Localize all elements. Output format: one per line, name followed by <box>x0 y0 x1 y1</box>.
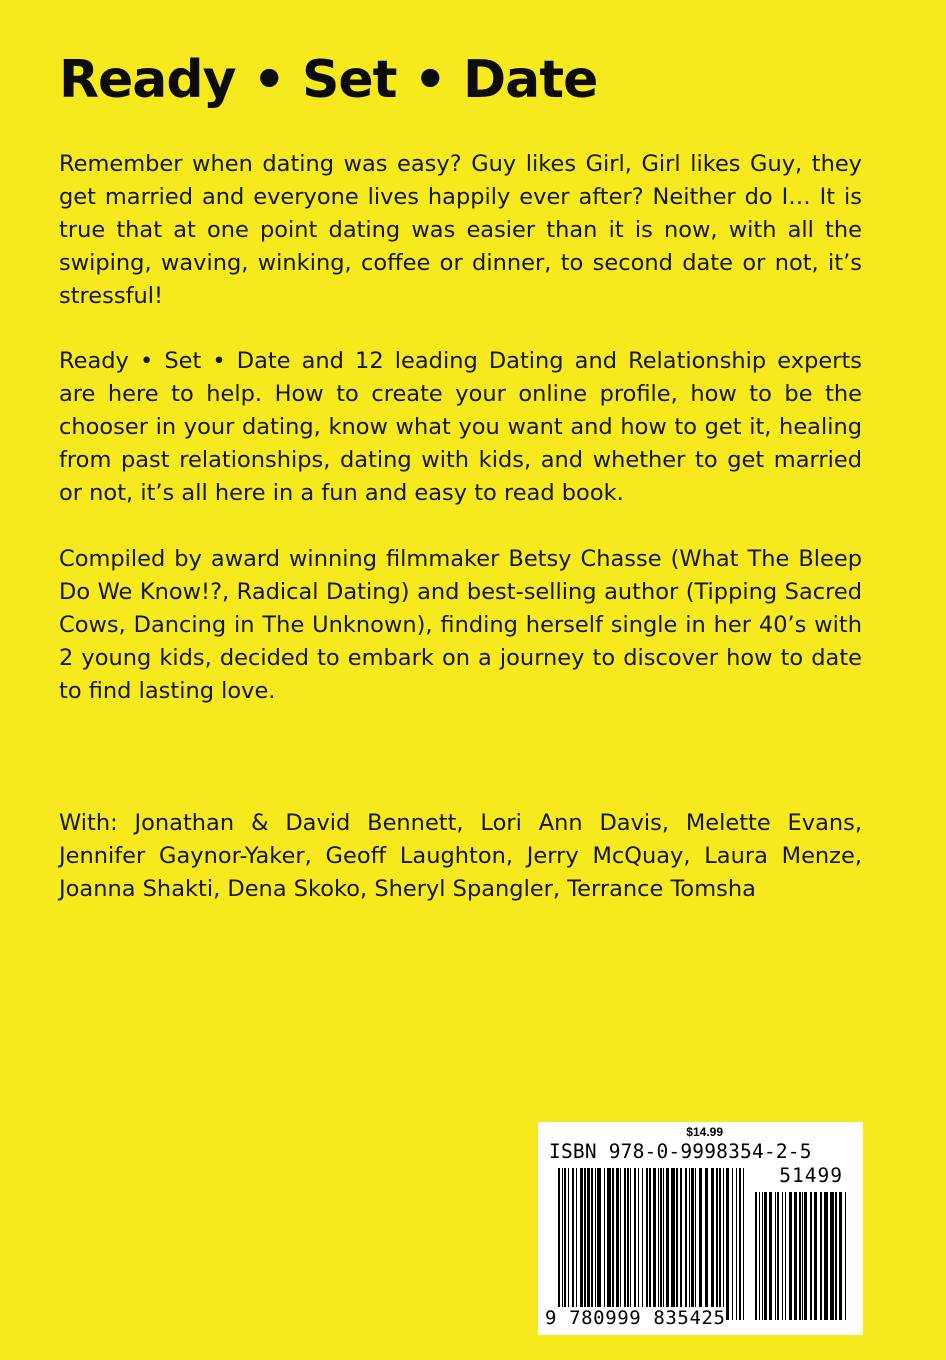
barcode-bar-ean-bars-35 <box>691 1168 694 1320</box>
barcode-bar-ean-bars-32 <box>680 1168 682 1320</box>
barcode-bar-ean-bars-0 <box>558 1168 560 1320</box>
barcode-bar-ean-bars-7 <box>584 1168 586 1320</box>
barcode-bar-ean-bars-37 <box>699 1168 702 1320</box>
barcode-bar-ean-bars-31 <box>676 1168 678 1320</box>
barcode-bar-ean-bars-18 <box>627 1168 629 1320</box>
barcode-bar-ean-bars-41 <box>719 1168 721 1320</box>
barcode-bar-addon-bars-7 <box>782 1192 783 1320</box>
barcode-bar-ean-bars-29 <box>666 1168 669 1320</box>
price-label: $14.99 <box>686 1125 723 1139</box>
barcode-bar-ean-bars-5 <box>576 1168 577 1320</box>
blurb-paragraph-1: Remember when dating was easy? Guy likes Girl, Girl likes Guy, they get married and everyone lives happily ever after? Neither do I… It is true that at one point dating was easier than it is now, with all the swiping, waving, winking, coffee or dinner, to second date or not, it’s stressful! <box>59 151 862 309</box>
barcode-bar-ean-bars-19 <box>630 1168 631 1320</box>
barcode-bar-ean-bars-3 <box>568 1168 569 1320</box>
book-title: Ready • Set • Date <box>59 50 598 110</box>
barcode-bar-addon-bars-18 <box>830 1192 834 1320</box>
barcode-bar-addon-bars-11 <box>799 1192 801 1320</box>
barcode-bar-ean-bars-20 <box>634 1168 636 1320</box>
barcode-bar-addon-bars-3 <box>764 1192 767 1320</box>
barcode-bar-addon-bars-8 <box>785 1192 786 1320</box>
barcode-bar-ean-bars-8 <box>587 1168 590 1320</box>
barcode-bar-addon-bars-16 <box>820 1192 822 1320</box>
barcode-box <box>538 1122 863 1335</box>
barcode-bar-ean-bars-16 <box>620 1168 621 1320</box>
barcode-bar-ean-bars-17 <box>624 1168 626 1320</box>
barcode-bar-ean-bars-10 <box>595 1168 596 1320</box>
barcode-bar-ean-bars-44 <box>732 1168 733 1320</box>
barcode-bar-ean-bars-47 <box>743 1168 744 1320</box>
barcode-bar-ean-bars-12 <box>604 1168 605 1320</box>
barcode-bar-ean-bars-23 <box>646 1168 648 1320</box>
barcode-bar-ean-bars-28 <box>663 1168 664 1320</box>
barcode-bar-ean-bars-38 <box>705 1168 708 1320</box>
barcode-bar-ean-bars-4 <box>572 1168 574 1320</box>
barcode-bar-ean-bars-15 <box>616 1168 619 1320</box>
barcode-bar-addon-bars-14 <box>810 1192 812 1320</box>
barcode-bar-addon-bars-19 <box>835 1192 837 1320</box>
price-code: 51499 <box>779 1164 843 1187</box>
barcode-bar-ean-bars-40 <box>716 1168 718 1320</box>
barcode-bar-ean-bars-9 <box>591 1168 593 1320</box>
barcode-bar-ean-bars-34 <box>689 1168 690 1320</box>
barcode-bar-ean-bars-43 <box>726 1168 729 1320</box>
barcode-bar-ean-bars-33 <box>685 1168 687 1320</box>
barcode-bar-addon-bars-9 <box>789 1192 792 1320</box>
barcode-bar-ean-bars-22 <box>642 1168 643 1320</box>
barcode-bar-addon-bars-0 <box>755 1192 757 1320</box>
ean-digits: 9 780999 835425 <box>545 1307 726 1329</box>
barcode-bar-ean-bars-36 <box>695 1168 696 1320</box>
barcode-bar-ean-bars-24 <box>649 1168 651 1320</box>
barcode-bar-ean-bars-42 <box>723 1168 724 1320</box>
barcode-bar-addon-bars-12 <box>802 1192 803 1320</box>
barcode-bar-addon-bars-4 <box>769 1192 772 1320</box>
barcode-bar-ean-bars-21 <box>638 1168 639 1320</box>
isbn-label: ISBN 978-0-9998354-2-5 <box>549 1140 812 1163</box>
barcode-bar-ean-bars-39 <box>711 1168 714 1320</box>
barcode-bar-ean-bars-25 <box>653 1168 656 1320</box>
barcode-bar-ean-bars-2 <box>564 1168 566 1320</box>
barcode-bar-ean-bars-27 <box>660 1168 662 1320</box>
barcode-bar-ean-bars-13 <box>607 1168 611 1320</box>
blurb-paragraph-3: Compiled by award winning filmmaker Betsy Chasse (What The Bleep Do We Know!?, Radical Dating) and best-selling author (Tipping Sacred Cows, Dancing in The Unknown), finding herself single in her 40’s with 2 young kids, decided to embark on a journey to discover how to date to find lasting love. <box>59 546 862 704</box>
barcode-bar-addon-bars-20 <box>839 1192 842 1320</box>
barcode-bar-ean-bars-1 <box>562 1168 563 1320</box>
barcode-bar-ean-bars-6 <box>580 1168 583 1320</box>
barcode-bar-addon-bars-2 <box>762 1192 763 1320</box>
barcode-bar-ean-bars-46 <box>739 1168 741 1320</box>
barcode-bar-addon-bars-17 <box>824 1192 828 1320</box>
barcode-bar-ean-bars-30 <box>671 1168 675 1320</box>
barcode-bar-ean-bars-14 <box>612 1168 614 1320</box>
barcode-bar-addon-bars-10 <box>794 1192 797 1320</box>
barcode-bar-addon-bars-6 <box>777 1192 779 1320</box>
blurb-paragraph-2: Ready • Set • Date and 12 leading Dating and Relationship experts are here to help. How to create your online profile, how to be the chooser in your dating, know what you want and how to get it, healing from past relationships, dating with kids, and whether to get married or not, it’s all here in a fun and easy to read book. <box>59 348 862 506</box>
barcode-bar-addon-bars-21 <box>845 1192 846 1320</box>
barcode-bar-addon-bars-15 <box>814 1192 817 1320</box>
barcode-bar-ean-bars-26 <box>658 1168 659 1320</box>
barcode-bar-addon-bars-13 <box>804 1192 807 1320</box>
barcode-bar-addon-bars-1 <box>759 1192 760 1320</box>
barcode-bar-addon-bars-5 <box>775 1192 776 1320</box>
barcode-bar-ean-bars-11 <box>597 1168 601 1320</box>
barcode-bar-ean-bars-45 <box>736 1168 737 1320</box>
contributors-paragraph: With: Jonathan & David Bennett, Lori Ann Davis, Melette Evans, Jennifer Gaynor-Yaker, Geoff Laughton, Jerry McQuay, Laura Menze, Joanna Shakti, Dena Skoko, Sheryl Spangler, Terrance Tomsha <box>59 810 862 902</box>
